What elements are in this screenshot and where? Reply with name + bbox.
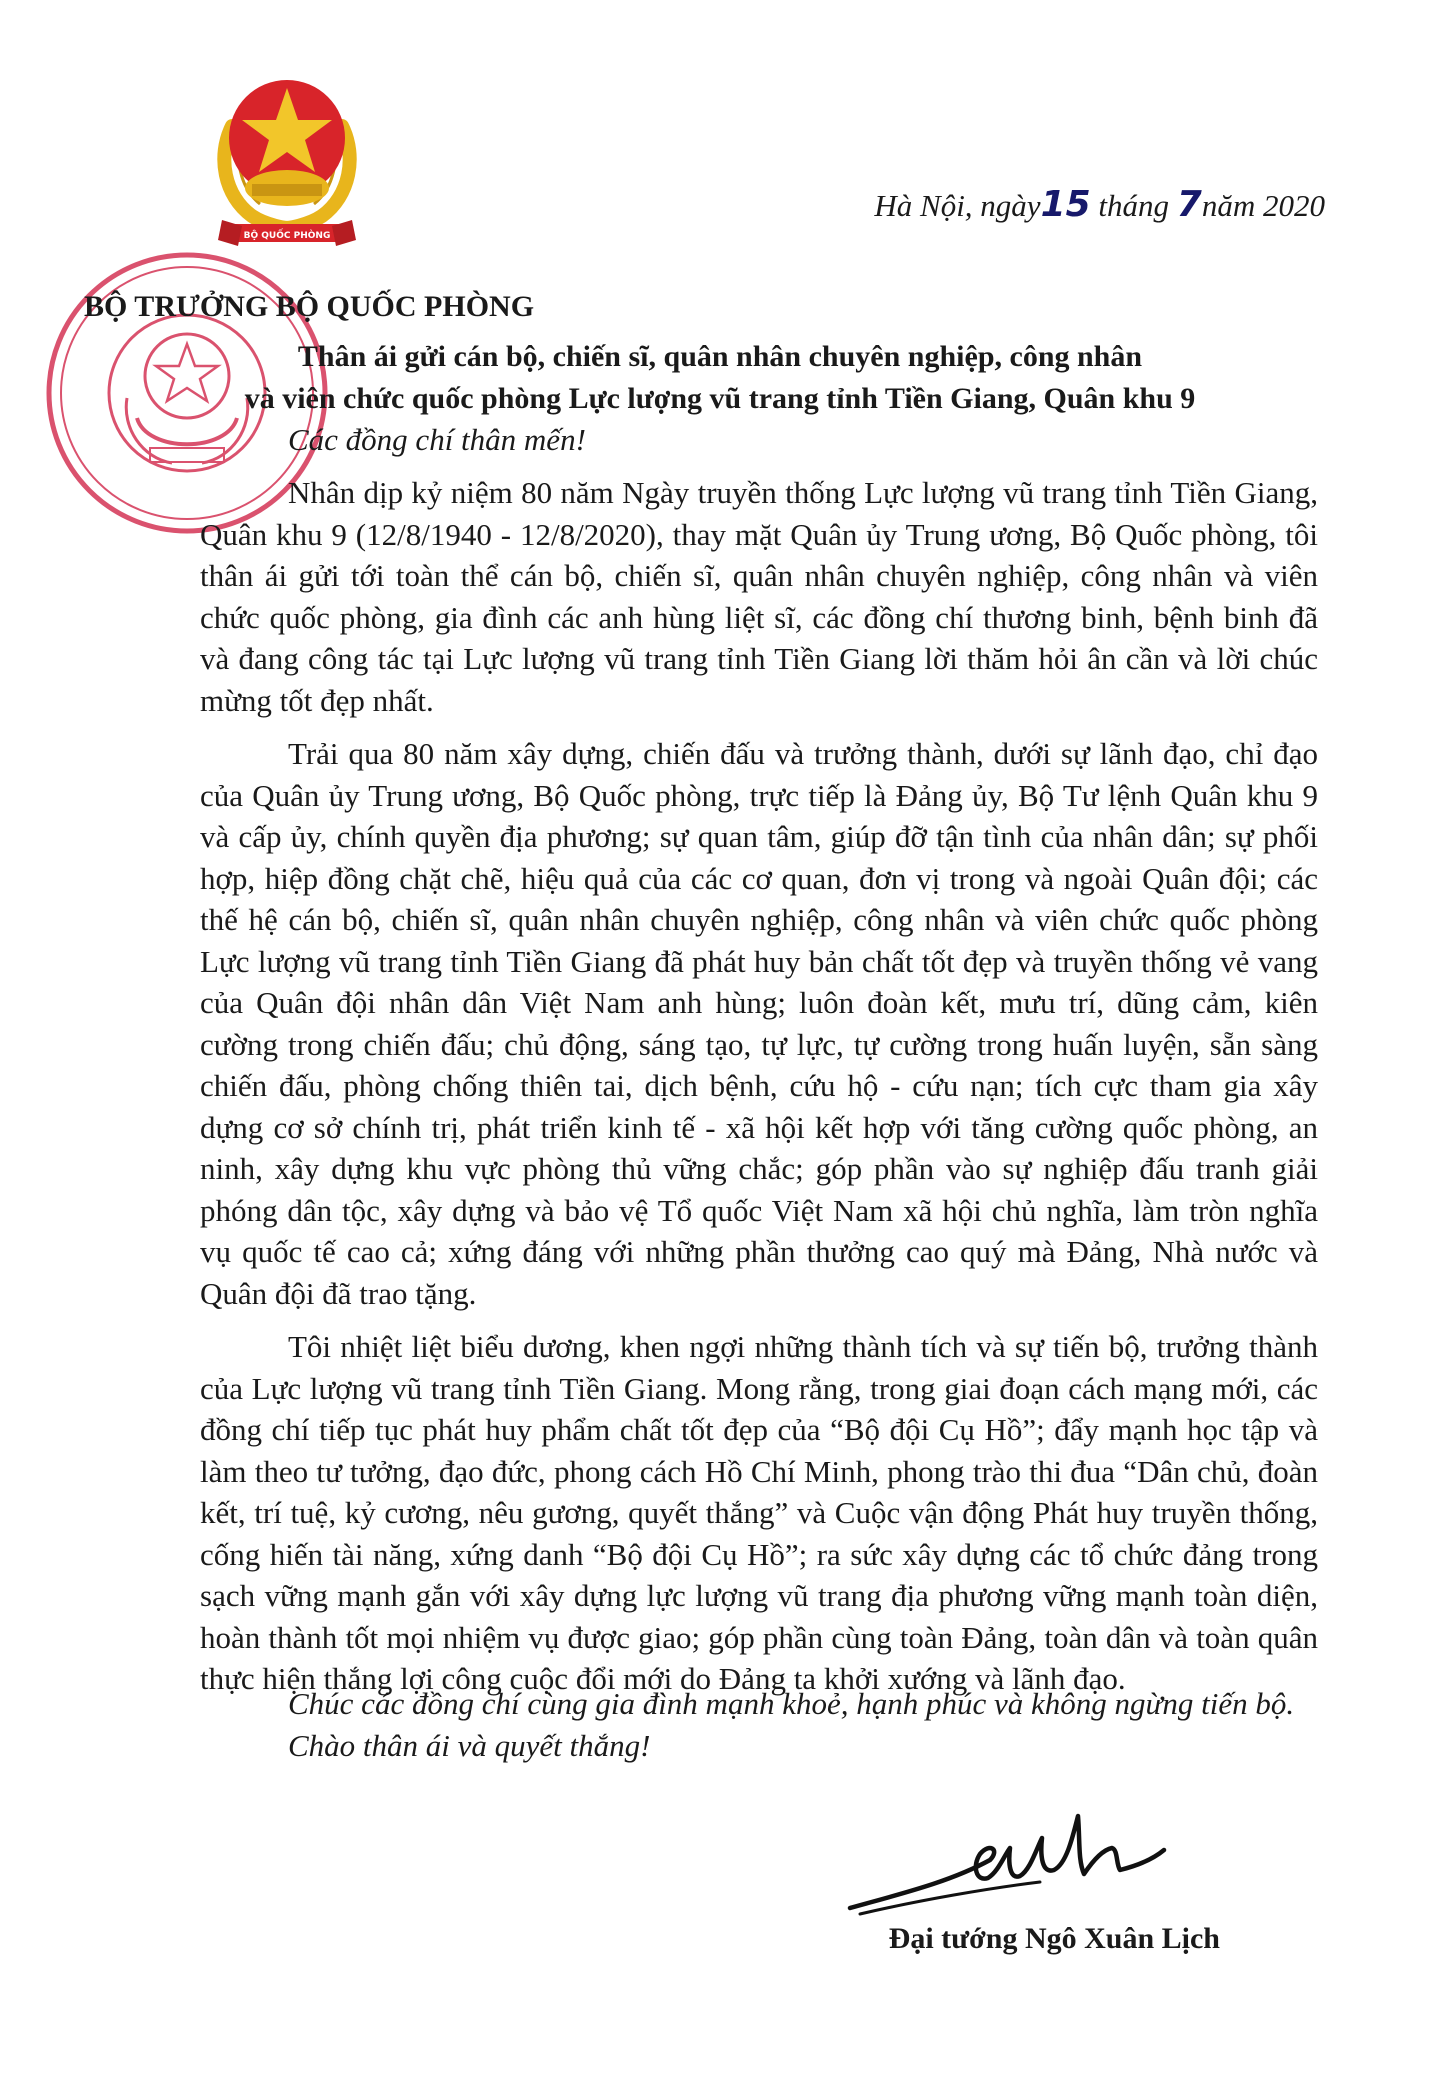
date-month: 7 [1176,184,1202,225]
date-year: năm 2020 [1201,188,1325,223]
subject-line-1: Thân ái gửi cán bộ, chiến sĩ, quân nhân chuyên nghiệp, công nhân [297,340,1143,373]
issuer-title: BỘ TRƯỞNG BỘ QUỐC PHÒNG [84,290,535,323]
closing-line-1: Chúc các đồng chí cùng gia đình mạnh khoẻ, hạnh phúc và không ngừng tiến bộ. [288,1686,1295,1721]
national-emblem-logo [212,56,362,256]
closing [288,1683,1294,1767]
date-day: 15 [1040,184,1091,225]
letter-body [200,472,1318,1712]
subject-line-2: và viên chức quốc phòng Lực lượng vũ trang tỉnh Tiền Giang, Quân khu 9 [244,382,1196,415]
body-paragraph-2: Trải qua 80 năm xây dựng, chiến đấu và trưởng thành, dưới sự lãnh đạo, chỉ đạo của Quân ủy Trung ương, Bộ Quốc phòng, trực tiếp là Đảng ủy, Bộ Tư lệnh Quân khu 9 và cấp ủy, chính quyền địa phương; sự quan tâm, giúp đỡ tận tình của nhân dân; sự phối hợp, hiệp đồng chặt chẽ, hiệu quả của các cơ quan, đơn vị trong và ngoài Quân đội; các thế hệ cán bộ, chiến sĩ, quân nhân chuyên nghiệp, công nhân và viên chức quốc phòng Lực lượng vũ trang tỉnh Tiền Giang đã phát huy bản chất tốt đẹp và truyền thống vẻ vang của Quân đội nhân dân Việt Nam anh hùng; luôn đoàn kết, mưu trí, dũng cảm, kiên cường trong chiến đấu; chủ động, sáng tạo, tự lực, tự cường trong huấn luyện, sẵn sàng chiến đấu, phòng chống thiên tai, dịch bệnh, cứu hộ - cứu nạn; tích cực tham gia xây dựng cơ sở chính trị, phát triển kinh tế - xã hội kết hợp với tăng cường quốc phòng, an ninh, xây dựng khu vực phòng thủ vững chắc; góp phần vào sự nghiệp đấu tranh giải phóng dân tộc, xây dựng và bảo vệ Tổ quốc Việt Nam xã hội chủ nghĩa, làm tròn nghĩa vụ quốc tế cao cả; xứng đáng với những phần thưởng cao quý mà Đảng, Nhà nước và Quân đội đã trao tặng. [200,736,1318,1311]
date-line [874,184,1325,225]
body-paragraph-3: Tôi nhiệt liệt biểu dương, khen ngợi những thành tích và sự tiến bộ, trưởng thành của Lực lượng vũ trang tỉnh Tiền Giang. Mong rằng, trong giai đoạn cách mạng mới, các đồng chí tiếp tục phát huy phẩm chất tốt đẹp của “Bộ đội Cụ Hồ”; đẩy mạnh học tập và làm theo tư tưởng, đạo đức, phong cách Hồ Chí Minh, phong trào thi đua “Dân chủ, đoàn kết, trí tuệ, kỷ cương, nêu gương, quyết thắng” và Cuộc vận động Phát huy truyền thống, cống hiến tài năng, xứng danh “Bộ đội Cụ Hồ”; ra sức xây dựng các tổ chức đảng trong sạch vững mạnh gắn với xây dựng lực lượng vũ trang địa phương vững mạnh toàn diện, hoàn thành tốt mọi nhiệm vụ được giao; góp phần cùng toàn Đảng, toàn dân và toàn quân thực hiện thắng lợi công cuộc đổi mới do Đảng ta khởi xướng và lãnh đạo. [200,1329,1318,1696]
greeting: Các đồng chí thân mến! [288,422,586,457]
signer-name: Đại tướng Ngô Xuân Lịch [888,1922,1220,1955]
letter-subject [0,336,1440,420]
date-month-word: tháng [1098,188,1170,223]
emblem-label: BỘ QUỐC PHÒNG [243,231,331,241]
date-prefix: Hà Nội, ngày [874,188,1041,223]
body-paragraph-1: Nhân dịp kỷ niệm 80 năm Ngày truyền thống Lực lượng vũ trang tỉnh Tiền Giang, Quân khu 9 (12/8/1940 - 12/8/2020), thay mặt Quân ủy Trung ương, Bộ Quốc phòng, tôi thân ái gửi tới toàn thể cán bộ, chiến sĩ, quân nhân chuyên nghiệp, công nhân và viên chức quốc phòng, gia đình các anh hùng liệt sĩ, các đồng chí thương binh, bệnh binh đã và đang công tác tại Lực lượng vũ trang tỉnh Tiền Giang lời thăm hỏi ân cần và lời chúc mừng tốt đẹp nhất. [200,475,1318,718]
handwritten-signature [840,1790,1170,1930]
closing-line-2: Chào thân ái và quyết thắng! [288,1728,651,1763]
